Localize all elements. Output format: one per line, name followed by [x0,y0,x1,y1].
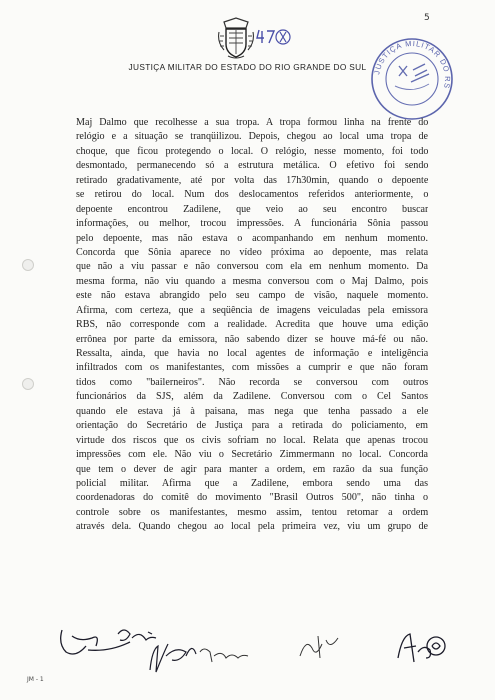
text-line: funcionários da SJS, além da Zadilene. Conversou com o Cel Santos [76,391,428,403]
deposition-text [76,116,428,535]
institution-header: JUSTIÇA MILITAR DO ESTADO DO RIO GRANDE DO SUL [128,62,367,72]
signature [200,649,248,662]
text-line: mesma forma, não viu quando a mesma conversou com o Maj Dalmo, pois [76,275,428,287]
text-line: que tem o dever de agir para manter a ordem, em razão da sua função [76,463,428,475]
page-number: 5 [424,13,430,23]
signature [61,630,130,654]
text-line: quando ele estava já à paisana, mas nega que tenha passado a ele [76,405,428,417]
text-line: Ressalta, ainda, que havia no local agentes de informação e inteligência [76,348,428,359]
text-line: tidos como "bailerneiros". Não recorda se conversou com outros [76,376,428,388]
text-line: este não estava abrangido pelo seu campo de visão, naquele momento. [76,290,428,302]
text-line: controle sobre os manifestantes, mesmo assim, tentou retomar a ordem [76,506,428,518]
signature [300,636,338,658]
handwritten-folio-number [256,26,294,46]
punch-hole [22,378,34,390]
text-line: desmontado, permanecendo só a estrutura metálica. O efetivo foi sendo [76,160,428,172]
text-line: infiltrados com os manifestantes, com missões a cumprir e que não foram [76,362,428,374]
text-line: virtude dos riscos que os civis sofriam no local. Relata que apenas trocou [76,434,428,446]
text-line: errônea por parte da emissora, não sabendo dizer se houve má-fé ou não. [76,333,428,345]
text-line: Maj Dalmo que recolhesse a sua tropa. A tropa formou linha na frente do [76,117,428,128]
text-line: se retirou do local. Num dos deslocamentos referidos anteriormente, o [76,189,428,201]
text-line: Concorda que Sônia aparece no vídeo próxima ao depoente, mas relata [76,246,428,258]
text-line: pelo depoente, mas não estava o acompanhando em nenhum momento. [76,232,428,244]
coat-of-arms-emblem [216,16,256,60]
text-line: através dela. Quando chegou ao local pela primeira vez, viu um grupo de [76,521,428,533]
text-line: retirado gradativamente, até por volta das 17h30min, quando o depoente [76,174,428,186]
text-line: coordenadoras do comitê do movimento "Brasil Outros 500", não tinha o [76,492,428,504]
text-line: orientação do Secretário de Justiça para a retirada do policiamento, em [76,420,428,432]
punch-hole [22,259,34,271]
text-line: depoente encontrou Zadilene, que veio ao seu encontro buscar [76,203,428,215]
text-line: choque, que ficou protegendo o local. O relógio, nesse momento, foi todo [76,145,428,157]
text-line: que não a viu passar e não conversou com ela em nenhum momento. Da [76,261,428,273]
stamp-text: JUSTIÇA MILITAR DO RS [372,38,453,90]
signature [398,634,445,662]
text-line: Afirma, com certeza, que a seqüência de imagens veiculadas pela emissora [76,304,428,316]
official-stamp [369,36,455,122]
text-line: informações, ou melhor, trocou impressões. A funcionária Sônia passou [76,218,428,230]
signatures-area [0,616,495,686]
signature [118,630,156,640]
text-line: policial militar. Afirma que a Zadilene, embora sendo uma das [76,477,428,489]
signature [150,644,196,672]
text-line: RBS, não corresponde com a realidade. Acredita que houve uma edição [76,319,428,331]
text-line: impressões com ele. Não viu o Secretário Zimmermann no local. Concorda [76,449,428,461]
text-line: relógio e a situação se tranqüilizou. Depois, chegou ao local uma tropa de [76,131,428,143]
form-code: JM - 1 [27,676,44,683]
